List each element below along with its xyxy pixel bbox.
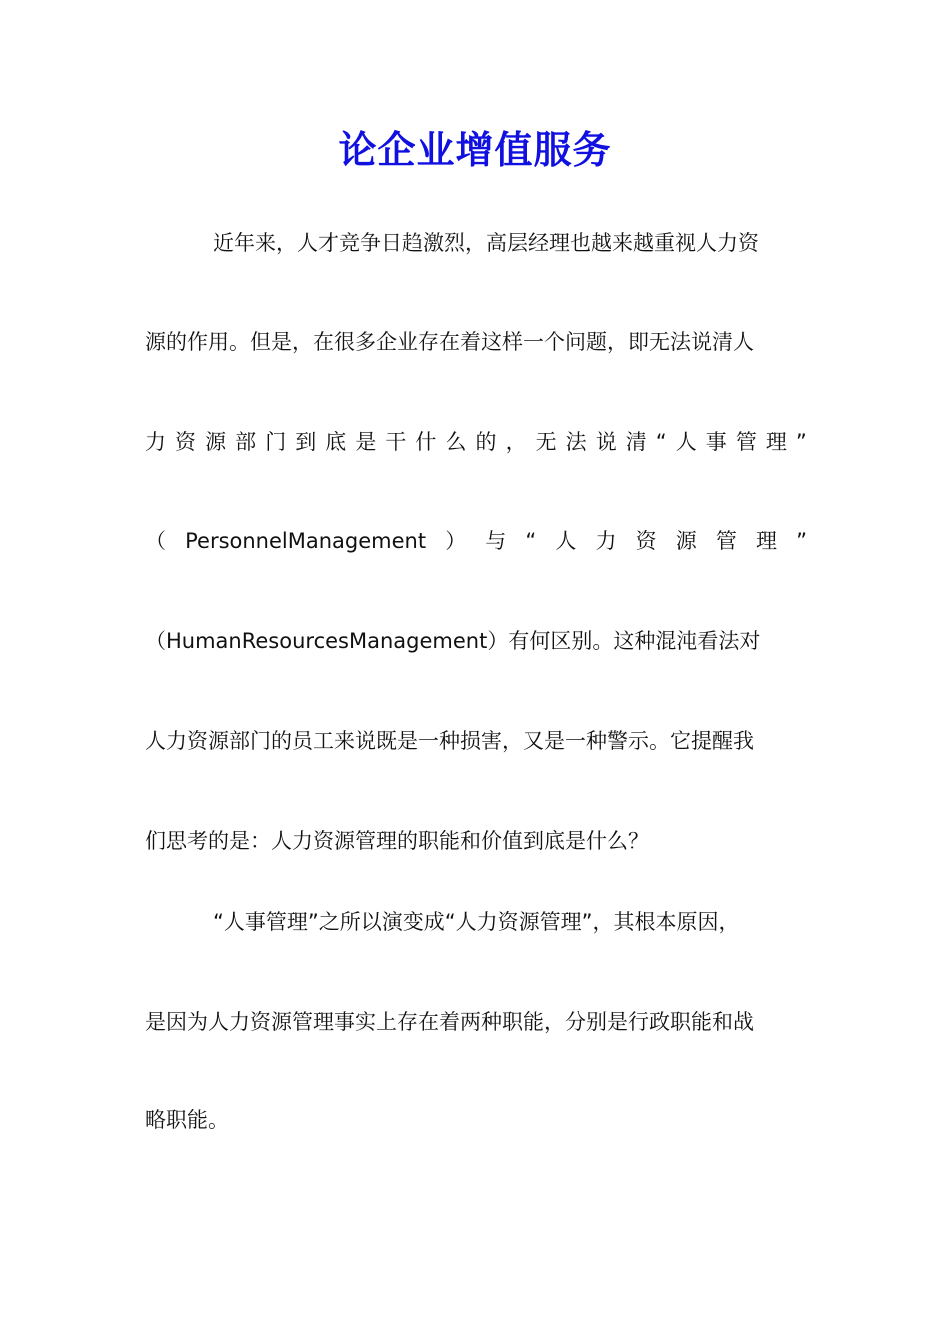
justified-char: 事 (705, 430, 727, 454)
justified-char: 源 (205, 430, 227, 454)
justified-token: ” (796, 529, 807, 553)
justified-char: 力 (145, 430, 166, 454)
justified-char: “ (655, 430, 667, 454)
justified-token: （ (145, 529, 166, 553)
justified-char: 么 (445, 430, 467, 454)
justified-token: 力 (595, 529, 617, 553)
justified-char: 到 (295, 430, 317, 454)
justified-char: 是 (355, 430, 377, 454)
paragraph-1-line-6: 人力资源部门的员工来说既是一种损害，又是一种警示。它提醒我 (145, 729, 754, 753)
justified-char: ， (505, 430, 527, 454)
justified-char: 什 (415, 430, 437, 454)
paragraph-1-line-7: 们思考的是：人力资源管理的职能和价值到底是什么？ (145, 829, 649, 853)
justified-token: 人 (555, 529, 577, 553)
justified-char: 无 (535, 430, 557, 454)
paragraph-1-line-5: （HumanResourcesManagement）有何区别。这种混沌看法对 (145, 629, 761, 653)
justified-char: 人 (675, 430, 697, 454)
paragraph-2-line-1: “人事管理”之所以演变成“人力资源管理”，其根本原因， (213, 910, 740, 934)
justified-char: 说 (595, 430, 617, 454)
justified-token: “ (525, 529, 537, 553)
justified-token: 源 (675, 529, 697, 553)
justified-char: 底 (325, 430, 347, 454)
justified-char: 门 (265, 430, 287, 454)
justified-char: 管 (735, 430, 757, 454)
justified-char: 理 (765, 430, 787, 454)
paragraph-1-line-2: 源的作用。但是，在很多企业存在着这样一个问题，即无法说清人 (145, 330, 754, 354)
justified-char: 部 (235, 430, 257, 454)
justified-char: 清 (625, 430, 647, 454)
paragraph-2-line-2: 是因为人力资源管理事实上存在着两种职能，分别是行政职能和战 (145, 1010, 754, 1034)
justified-char: ” (795, 430, 807, 454)
justified-token: PersonnelManagement (185, 529, 427, 553)
paragraph-1-line-1: 近年来，人才竞争日趋激烈，高层经理也越来越重视人力资 (213, 231, 759, 255)
justified-token: ） (445, 529, 467, 553)
justified-token: 与 (485, 529, 507, 553)
justified-token: 理 (755, 529, 777, 553)
justified-token: 管 (715, 529, 737, 553)
document-title: 论企业增值服务 (338, 127, 612, 172)
justified-char: 干 (385, 430, 407, 454)
paragraph-1-line-3 (145, 425, 807, 459)
justified-char: 的 (475, 430, 497, 454)
paragraph-2-line-3: 略职能。 (145, 1108, 229, 1132)
paragraph-1-line-4 (145, 524, 807, 558)
justified-char: 法 (565, 430, 587, 454)
justified-char: 资 (175, 430, 197, 454)
justified-token: 资 (635, 529, 657, 553)
